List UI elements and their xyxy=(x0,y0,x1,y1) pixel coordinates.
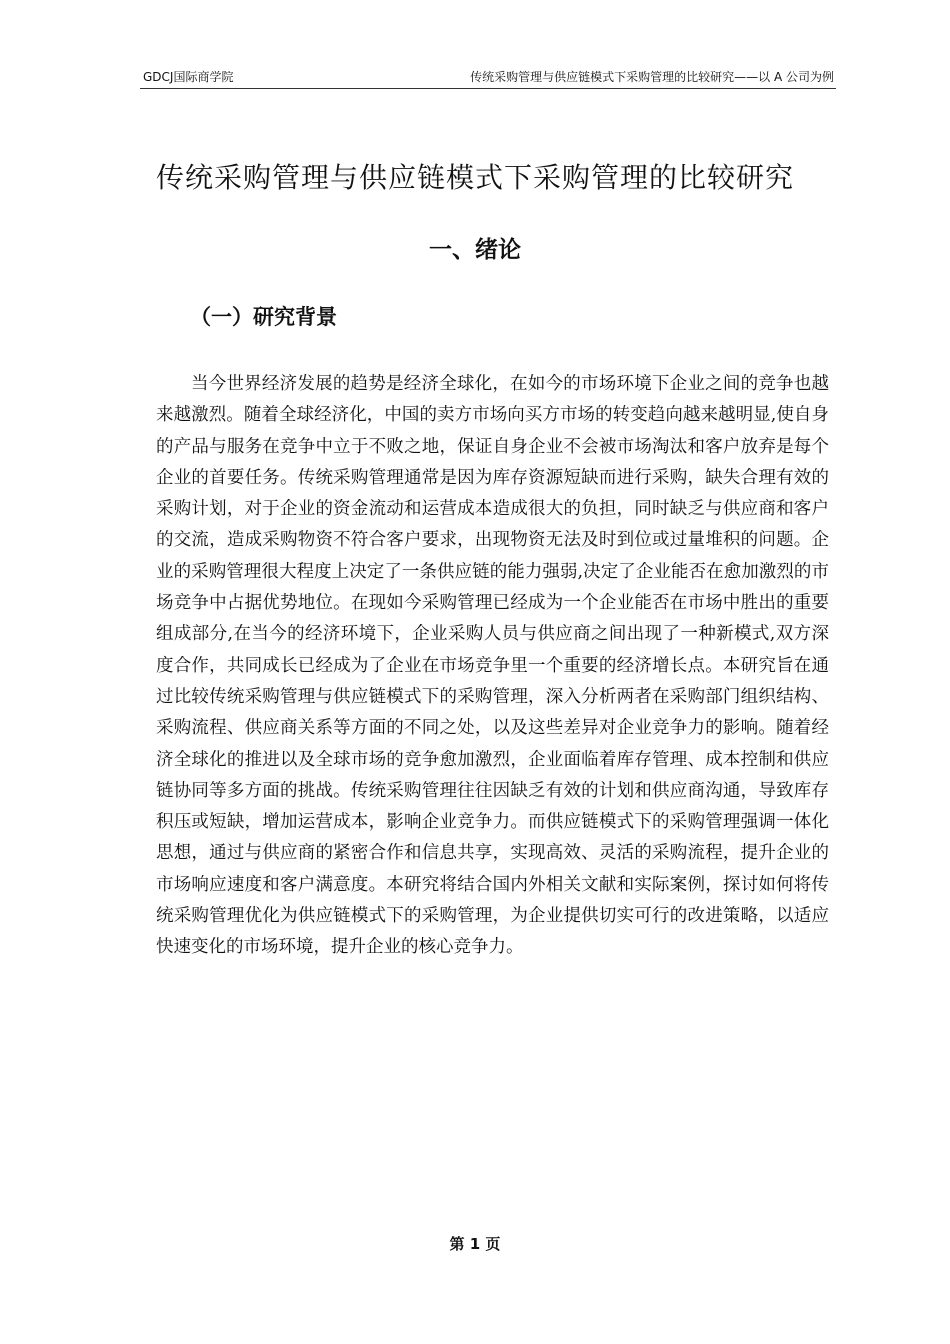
subsection-heading: （一）研究背景 xyxy=(190,305,337,329)
document-title: 传统采购管理与供应链模式下采购管理的比较研究 xyxy=(155,161,794,194)
page-header xyxy=(140,66,836,89)
body-paragraph: 当今世界经济发展的趋势是经济全球化，在如今的市场环境下企业之间的竞争也越来越激烈。随着全球经济化，中国的卖方市场向买方市场的转变趋向越来越明显,使自身的产品与服务在竞争中立于不败之地，保证自身企业不会被市场淘汰和客户放弃是每个企业的首要任务。传统采购管理通常是因为库存资源短缺而进行采购，缺失合理有效的采购计划，对于企业的资金流动和运营成本造成很大的负担，同时缺乏与供应商和客户的交流，造成采购物资不符合客户要求，出现物资无法及时到位或过量堆积的问题。企业的采购管理很大程度上决定了一条供应链的能力强弱,决定了企业能否在愈加激烈的市场竞争中占据优势地位。在现如今采购管理已经成为一个企业能否在市场中胜出的重要组成部分,在当今的经济环境下，企业采购人员与供应商之间出现了一种新模式,双方深度合作，共同成长已经成为了企业在市场竞争里一个重要的经济增长点。本研究旨在通过比较传统采购管理与供应链模式下的采购管理，深入分析两者在采购部门组织结构、采购流程、供应商关系等方面的不同之处，以及这些差异对企业竞争力的影响。随着经济全球化的推进以及全球市场的竞争愈加激烈，企业面临着库存管理、成本控制和供应链协同等多方面的挑战。传统采购管理往往因缺乏有效的计划和供应商沟通，导致库存积压或短缺，增加运营成本，影响企业竞争力。而供应链模式下的采购管理强调一体化思想，通过与供应商的紧密合作和信息共享，实现高效、灵活的采购流程，提升企业的市场响应速度和客户满意度。本研究将结合国内外相关文献和实际案例，探讨如何将传统采购管理优化为供应链模式下的采购管理，为企业提供切实可行的改进策略，以适应快速变化的市场环境，提升企业的核心竞争力。 xyxy=(156,374,829,958)
page-number: 第 1 页 xyxy=(449,1235,501,1253)
section-heading: 一、绪论 xyxy=(429,237,521,263)
header-running-title: 传统采购管理与供应链模式下采购管理的比较研究——以 A 公司为例 xyxy=(470,70,834,84)
header-institution: GDCJ国际商学院 xyxy=(143,70,234,84)
